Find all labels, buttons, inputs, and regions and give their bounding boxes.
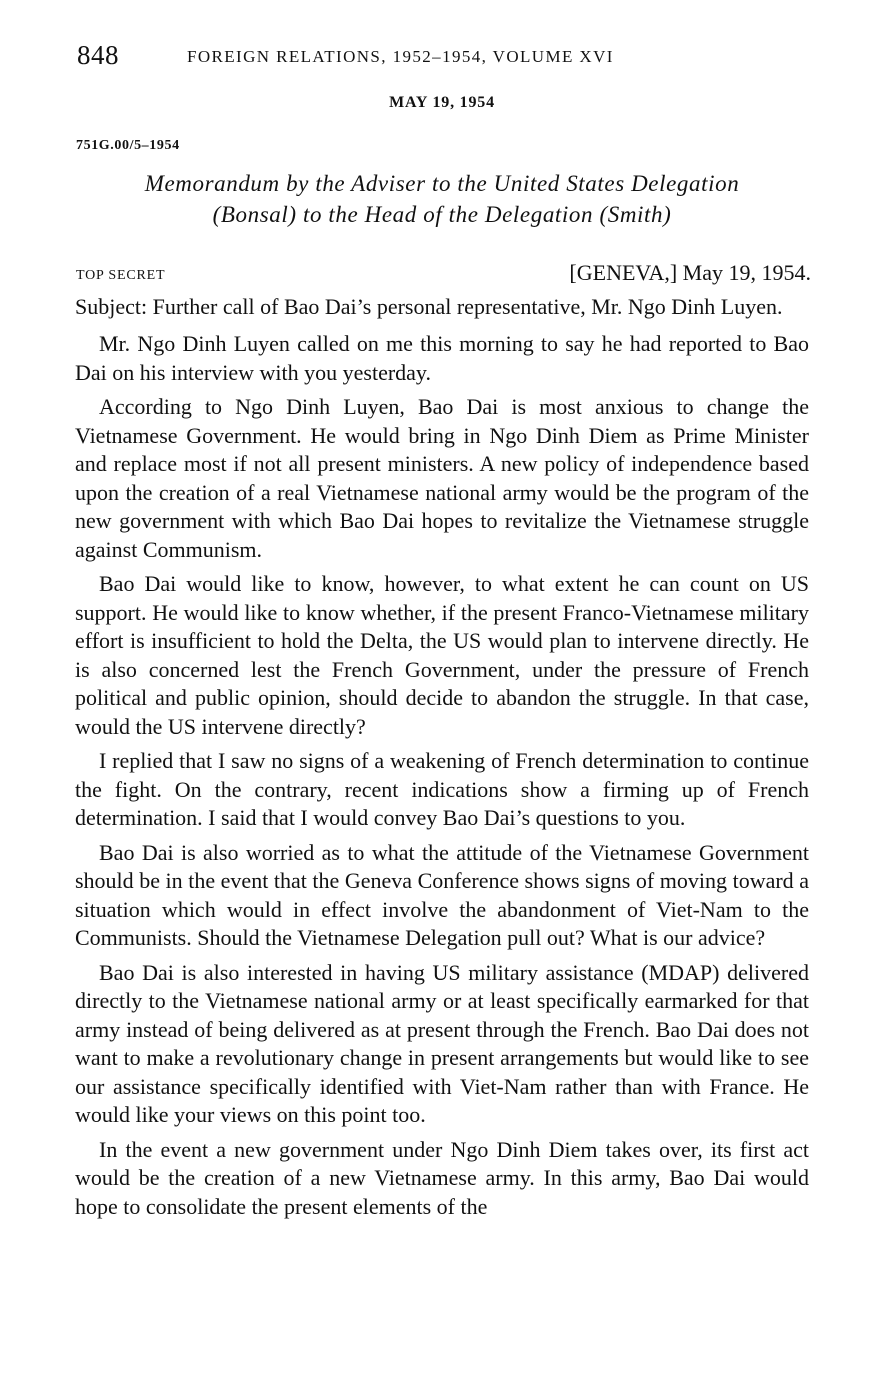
classification-label: TOP SECRET: [76, 268, 166, 283]
paragraph: Bao Dai would like to know, however, to what extent he can count on US support. He would like to know whether, if the present Franco-Vietnamese military effort is insufficient to hold the Delta, the US would plan to intervene directly. He is also concerned lest the French Government, under the pressure of French political and public opinion, should decide to abandon the struggle. In that case, would the US intervene directly?: [75, 571, 809, 739]
paragraph: Bao Dai is also worried as to what the attitude of the Vietnamese Government should be in the event that the Geneva Conference shows signs of moving toward a situation which would in effect involve the abandonment of Viet-Nam to the Communists. Should the Vietnamese Delegation pull out? What is our advice?: [75, 839, 809, 950]
classification-line: [75, 260, 809, 290]
paragraph: Mr. Ngo Dinh Luyen called on me this morning to say he had reported to Bao Dai on his interview with you yesterday.: [75, 331, 809, 385]
subject-line: Subject: Further call of Bao Dai’s personal representative, Mr. Ngo Dinh Luyen.: [75, 294, 783, 319]
page-number: 848: [77, 40, 119, 70]
file-number: 751G.00/5–1954: [76, 138, 180, 153]
document-page: [75, 40, 809, 1221]
series-title: FOREIGN RELATIONS, 1952–1954, VOLUME XVI: [187, 47, 614, 66]
paragraph: I replied that I saw no signs of a weakening of French determination to continue the fight. On the contrary, recent indications show a firming up of French determination. I said that I would convey Bao Dai’s questions to you.: [75, 748, 809, 830]
date-heading: MAY 19, 1954: [389, 94, 495, 111]
paragraph: In the event a new government under Ngo Dinh Diem takes over, its first act would be the creation of a new Vietnamese army. In this army, Bao Dai would hope to consolidate the present elements of the: [75, 1136, 809, 1219]
running-head: [75, 40, 809, 80]
paragraph: Bao Dai is also interested in having US military assistance (MDAP) delivered directly to the Vietnamese national army or at least specifically earmarked for that army instead of being delivered as at present through the French. Bao Dai does not want to make a revolutionary change in present arrangements but would like to see our assistance specifically identified with Viet-Nam rather than with France. He would like your views on this point too.: [75, 959, 809, 1127]
document-title-line-1: Memorandum by the Adviser to the United States Delegation: [144, 171, 740, 196]
document-title: [75, 168, 809, 230]
place-date: [GENEVA,] May 19, 1954.: [569, 260, 811, 285]
document-title-line-2: (Bonsal) to the Head of the Delegation (Smith): [212, 202, 672, 227]
memo-body: [75, 330, 809, 1221]
paragraph: According to Ngo Dinh Luyen, Bao Dai is most anxious to change the Vietnamese Government. He would bring in Ngo Dinh Diem as Prime Minister and replace most if not all present ministers. A new policy of independence based upon the creation of a real Vietnamese national army would be the program of the new government with which Bao Dai hopes to revitalize the Vietnamese struggle against Communism.: [75, 394, 809, 562]
